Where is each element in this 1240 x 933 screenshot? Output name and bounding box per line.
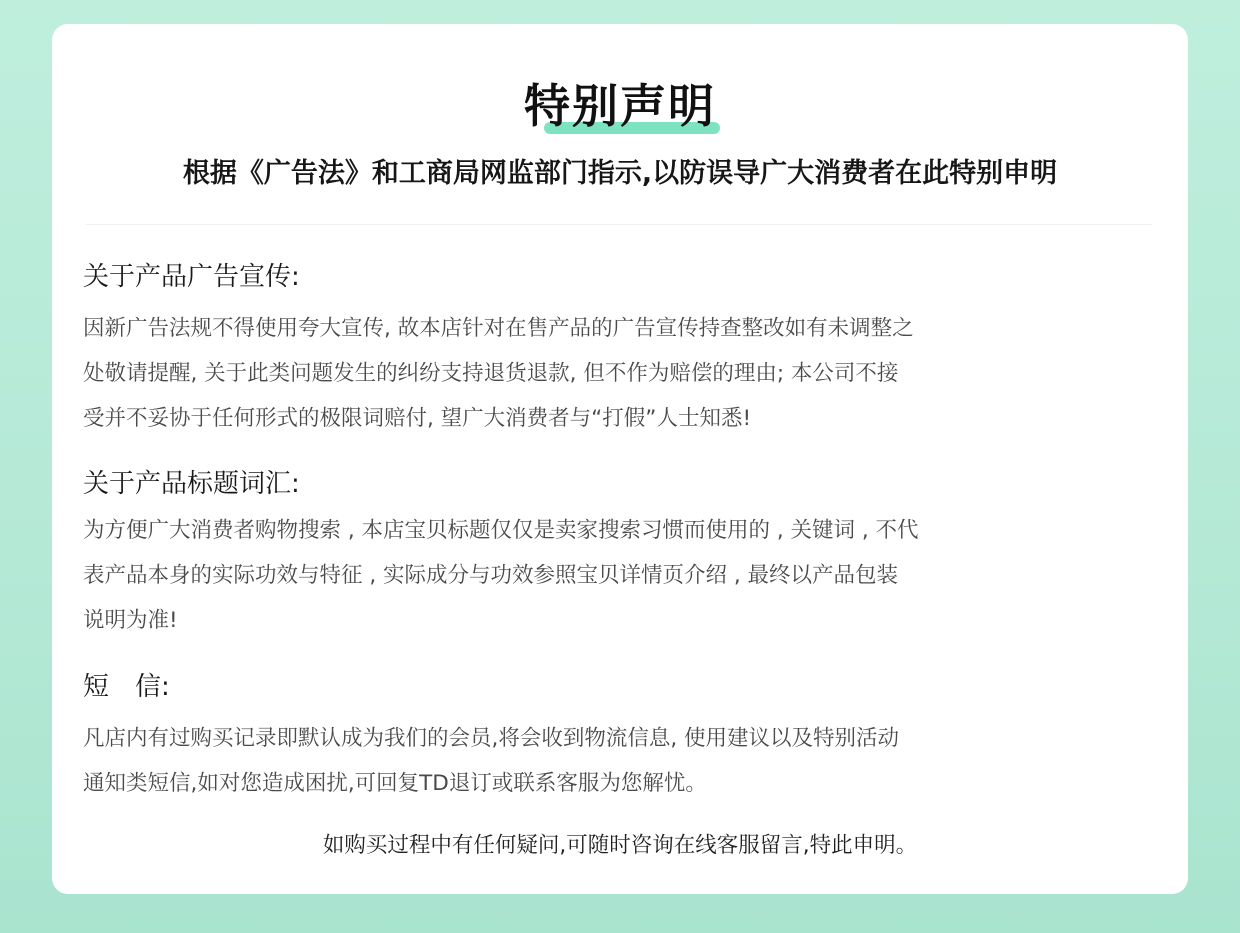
section-body-title-words — [83, 508, 1163, 643]
title-area — [52, 76, 1188, 136]
section-body-sms — [83, 716, 1163, 806]
page-title — [524, 76, 716, 136]
body-line: 说明为准! — [83, 608, 178, 633]
page-subtitle: 根据《广告法》和工商局网监部门指示,以防误导广大消费者在此特别申明 — [182, 158, 1058, 189]
body-line: 表产品本身的实际功效与特征 , 实际成分与功效参照宝贝详情页介绍 , 最终以产品包装 — [83, 563, 899, 588]
notice-card — [52, 24, 1188, 894]
footer-note: 如购买过程中有任何疑问,可随时咨询在线客服留言,特此申明。 — [322, 833, 918, 858]
page-title-text: 特别声明 — [524, 79, 716, 133]
section-heading-sms: 短 信: — [83, 672, 170, 702]
body-line: 处敬请提醒, 关于此类问题发生的纠纷支持退货退款, 但不作为赔偿的理由; 本公司不接 — [83, 361, 899, 386]
body-line: 为方便广大消费者购物搜索 , 本店宝贝标题仅仅是卖家搜索习惯而使用的 , 关键词 , 不代 — [83, 518, 919, 543]
body-line: 受并不妥协于任何形式的极限词赔付, 望广大消费者与“打假”人士知悉! — [83, 406, 752, 431]
body-line: 凡店内有过购买记录即默认成为我们的会员,将会收到物流信息, 使用建议以及特别活动 — [83, 726, 900, 751]
body-line: 因新广告法规不得使用夸大宣传, 故本店针对在售产品的广告宣传持查整改如有未调整之 — [83, 316, 914, 341]
section-heading-advertising: 关于产品广告宣传: — [83, 262, 300, 292]
section-body-advertising — [83, 306, 1163, 441]
body-line: 通知类短信,如对您造成困扰,可回复TD退订或联系客服为您解忧。 — [83, 771, 707, 796]
section-heading-title-words: 关于产品标题词汇: — [83, 469, 300, 499]
divider — [86, 224, 1152, 225]
